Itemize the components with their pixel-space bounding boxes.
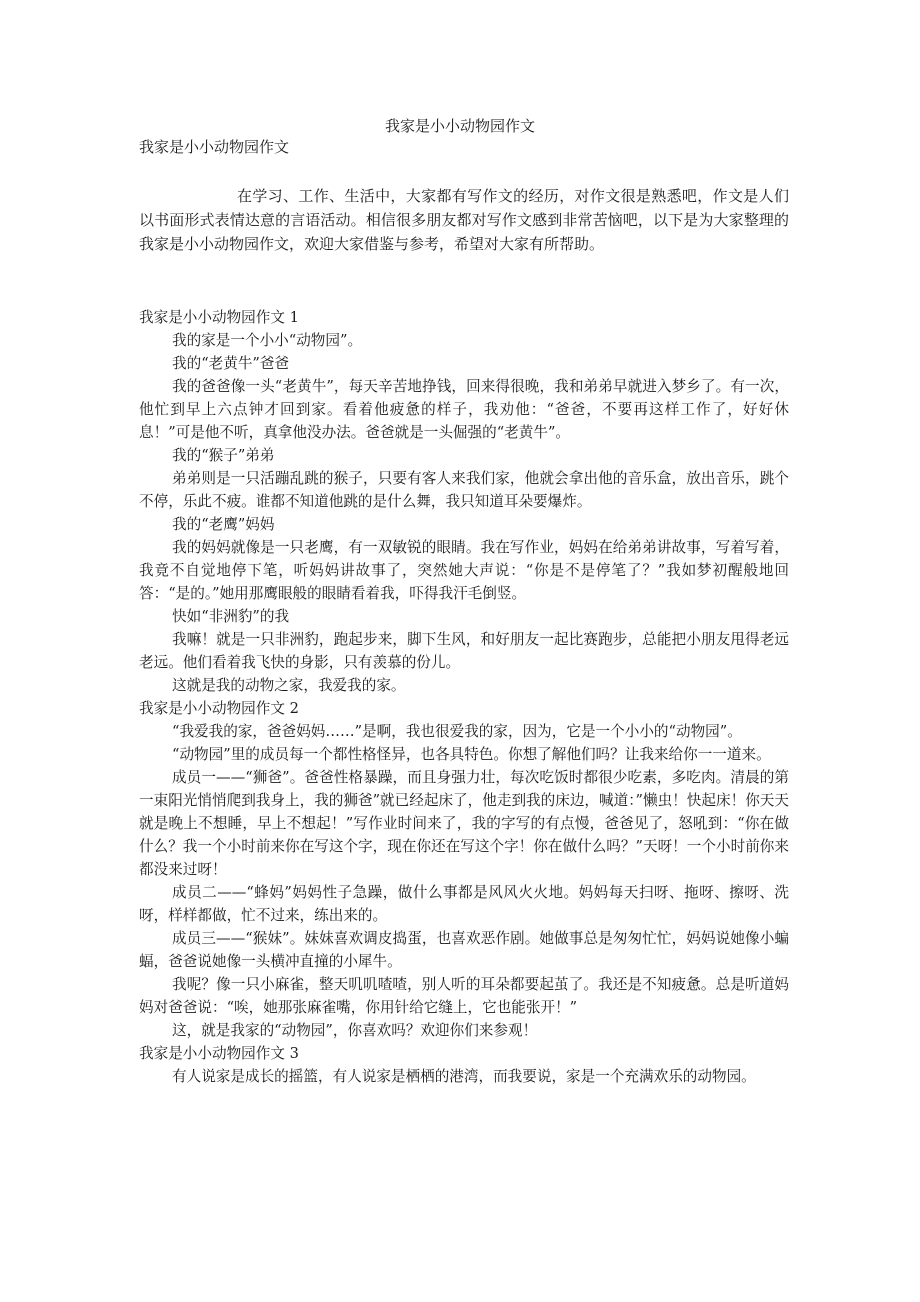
subheading: 我的“老鹰”妈妈 <box>172 516 275 533</box>
article-body <box>139 306 789 1088</box>
paragraph: 我的妈妈就像是一只老鹰，有一双敏锐的眼睛。我在写作业，妈妈在给弟弟讲故事，写着写着，我竟不自觉地停下笔，听妈妈讲故事了，突然她大声说：“你是不是停笔了？”我如梦初醒般地回答：“是的。”她用那鹰眼般的眼睛看着我，吓得我汗毛倒竖。 <box>139 539 789 602</box>
paragraph: 我的爸爸像一头“老黄牛”，每天辛苦地挣钱，回来得很晚，我和弟弟早就进入梦乡了。有一次，他忙到早上六点钟才回到家。看着他疲惫的样子，我劝他：“爸爸，不要再这样工作了，好好休息！”可是他不听，真拿他没办法。爸爸就是一头倔强的“老黄牛”。 <box>139 378 789 441</box>
section-heading-3: 我家是小小动物园作文 3 <box>139 1045 299 1062</box>
subheading: 快如“非洲豹”的我 <box>172 608 290 625</box>
document-title: 我家是小小动物园作文 <box>384 117 535 135</box>
paragraph: 我的家是一个小小“动物园”。 <box>172 332 363 349</box>
section-heading-1: 我家是小小动物园作文 1 <box>139 309 299 326</box>
intro-paragraph: 在学习、工作、生活中，大家都有写作文的经历，对作文很是熟悉吧，作文是人们以书面形式表情达意的言语活动。相信很多朋友都对写作文感到非常苦恼吧，以下是为大家整理的我家是小小动物园作文，欢迎大家借鉴与参考，希望对大家有所帮助。 <box>139 187 789 253</box>
paragraph: 这就是我的动物之家，我爱我的家。 <box>172 677 406 694</box>
paragraph: 弟弟则是一只活蹦乱跳的猴子，只要有客人来我们家，他就会拿出他的音乐盒，放出音乐，跳个不停，乐此不疲。谁都不知道他跳的是什么舞，我只知道耳朵要爆炸。 <box>139 470 789 510</box>
document-subtitle: 我家是小小动物园作文 <box>139 138 290 156</box>
paragraph: 我嘛！就是一只非洲豹，跑起步来，脚下生风，和好朋友一起比赛跑步，总能把小朋友甩得老远老远。他们看着我飞快的身影，只有羡慕的份儿。 <box>139 631 789 671</box>
subheading: 我的“猴子”弟弟 <box>172 447 275 464</box>
paragraph: “我爱我的家，爸爸妈妈……”是啊，我也很爱我的家，因为，它是一个小小的“动物园”。 <box>172 723 742 740</box>
paragraph: 有人说家是成长的摇篮，有人说家是栖栖的港湾，而我要说，家是一个充满欢乐的动物园。 <box>172 1068 756 1085</box>
paragraph: 我呢？像一只小麻雀，整天叽叽喳喳，别人听的耳朵都要起茧了。我还是不知疲惫。总是听道妈妈对爸爸说：“唉，她那张麻雀嘴，你用针给它缝上，它也能张开！” <box>139 976 789 1016</box>
paragraph: 成员三——“猴妹”。妹妹喜欢调皮捣蛋，也喜欢恶作剧。她做事总是匆匆忙忙，妈妈说她像小蝙蝠，爸爸说她像一头横冲直撞的小犀牛。 <box>139 930 789 970</box>
paragraph: 成员一——“狮爸”。爸爸性格暴躁，而且身强力壮，每次吃饭时都很少吃素，多吃肉。清晨的第一束阳光悄悄爬到我身上，我的狮爸”就已经起床了，他走到我的床边，喊道：”懒虫！快起床！你天天就是晚上不想睡，早上不想起！”写作业时间来了，我的字写的有点慢，爸爸见了，怒吼到：“你在做什么？我一个小时前来你在写这个字，现在你还在写这个字！你在做什么吗？”天呀！一个小时前你来都没来过呀！ <box>139 769 789 878</box>
paragraph: 成员二——“蜂妈”妈妈性子急躁，做什么事都是风风火火地。妈妈每天扫呀、拖呀、擦呀、洗呀，样样都做，忙不过来，练出来的。 <box>139 884 789 924</box>
paragraph: 这，就是我家的“动物园”，你喜欢吗？欢迎你们来参观！ <box>172 1022 538 1039</box>
paragraph: “动物园”里的成员每一个都性格怪异，也各具特色。你想了解他们吗？让我来给你一一道来。 <box>172 746 771 763</box>
subheading: 我的“老黄牛”爸爸 <box>172 355 290 372</box>
section-heading-2: 我家是小小动物园作文 2 <box>139 700 299 717</box>
